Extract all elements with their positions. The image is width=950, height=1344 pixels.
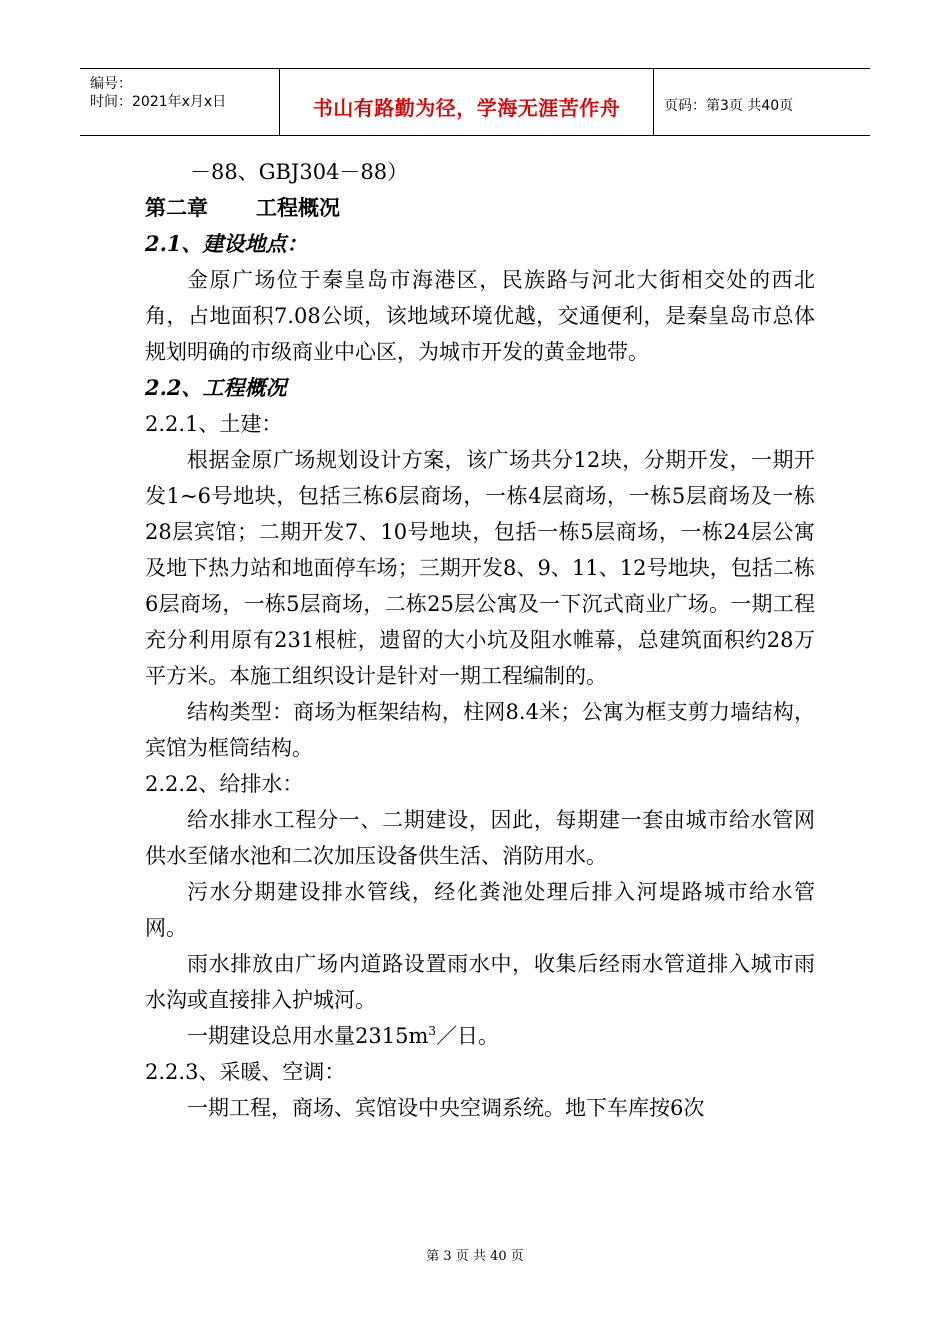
- water-usage-unit: ／日。: [436, 1024, 499, 1048]
- paragraph: 根据金原广场规划设计方案，该广场共分12块，分期开发，一期开发1~6号地块，包括三栋6层商场，一栋4层商场，一栋5层商场及一栋28层宾馆；二期开发7、10号地块，包括一栋5层商场，一栋24层公寓及地下热力站和地面停车场；三期开发8、9、11、12号地块，包括二栋6层商场，一栋5层商场，二栋25层公寓及一下沉式商业广场。一期工程充分利用原有231根桩，遗留的大小坑及阻水帷幕，总建筑面积约28万平方米。本施工组织设计是针对一期工程编制的。: [145, 448, 815, 688]
- section-heading-2-2: 2.2、工程概况: [145, 375, 287, 400]
- water-usage-text: 一期建设总用水量2315m: [187, 1024, 429, 1048]
- paragraph: 金原广场位于秦皇岛市海港区，民族路与河北大街相交处的西北角，占地面积7.08公顷，该地域环境优越，交通便利，是秦皇岛市总体规划明确的市级商业中心区，为城市开发的黄金地带。: [145, 268, 815, 364]
- header-meta-cell: [80, 69, 280, 135]
- subsection-heading-2-2-1: 2.2.1、土建：: [145, 412, 283, 436]
- header-motto: 书山有路勤为径，学海无涯苦作舟: [312, 96, 621, 120]
- header-motto-cell: [280, 69, 654, 135]
- paragraph: 一期工程，商场、宾馆设中央空调系统。地下车库按6次: [187, 1096, 705, 1120]
- chapter-number: 第二章: [145, 196, 208, 220]
- paragraph: 污水分期建设排水管线，经化粪池处理后排入河堤路城市给水管网。: [145, 880, 815, 940]
- paragraph-water-usage: [145, 1018, 815, 1054]
- header-page-cell: [654, 69, 870, 135]
- paragraph: 结构类型：商场为框架结构，柱网8.4米；公寓为框支剪力墙结构，宾馆为框筒结构。: [145, 700, 815, 760]
- document-date-label: 时间：2021年x月x日: [90, 94, 227, 110]
- superscript-3: 3: [428, 1024, 436, 1038]
- chapter-heading: [145, 190, 815, 226]
- continuation-line: －88、GBJ304－88）: [190, 160, 409, 184]
- page-header: [80, 68, 870, 136]
- subsection-heading-2-2-3: 2.2.3、采暖、空调：: [145, 1060, 346, 1084]
- document-number-label: 编号：: [90, 76, 132, 92]
- section-heading-2-1: 2.1、建设地点：: [145, 231, 308, 256]
- subsection-heading-2-2-2: 2.2.2、给排水：: [145, 772, 304, 796]
- paragraph: 雨水排放由广场内道路设置雨水中，收集后经雨水管道排入城市雨水沟或直接排入护城河。: [145, 952, 815, 1012]
- page-footer: 第 3 页 共 40 页: [426, 1249, 524, 1264]
- header-page-info: 页码：第3页 共40页: [664, 98, 794, 114]
- chapter-title: 工程概况: [256, 196, 340, 220]
- document-body: [145, 154, 815, 1126]
- paragraph: 给水排水工程分一、二期建设，因此，每期建一套由城市给水管网供水至储水池和二次加压设备供生活、消防用水。: [145, 808, 815, 868]
